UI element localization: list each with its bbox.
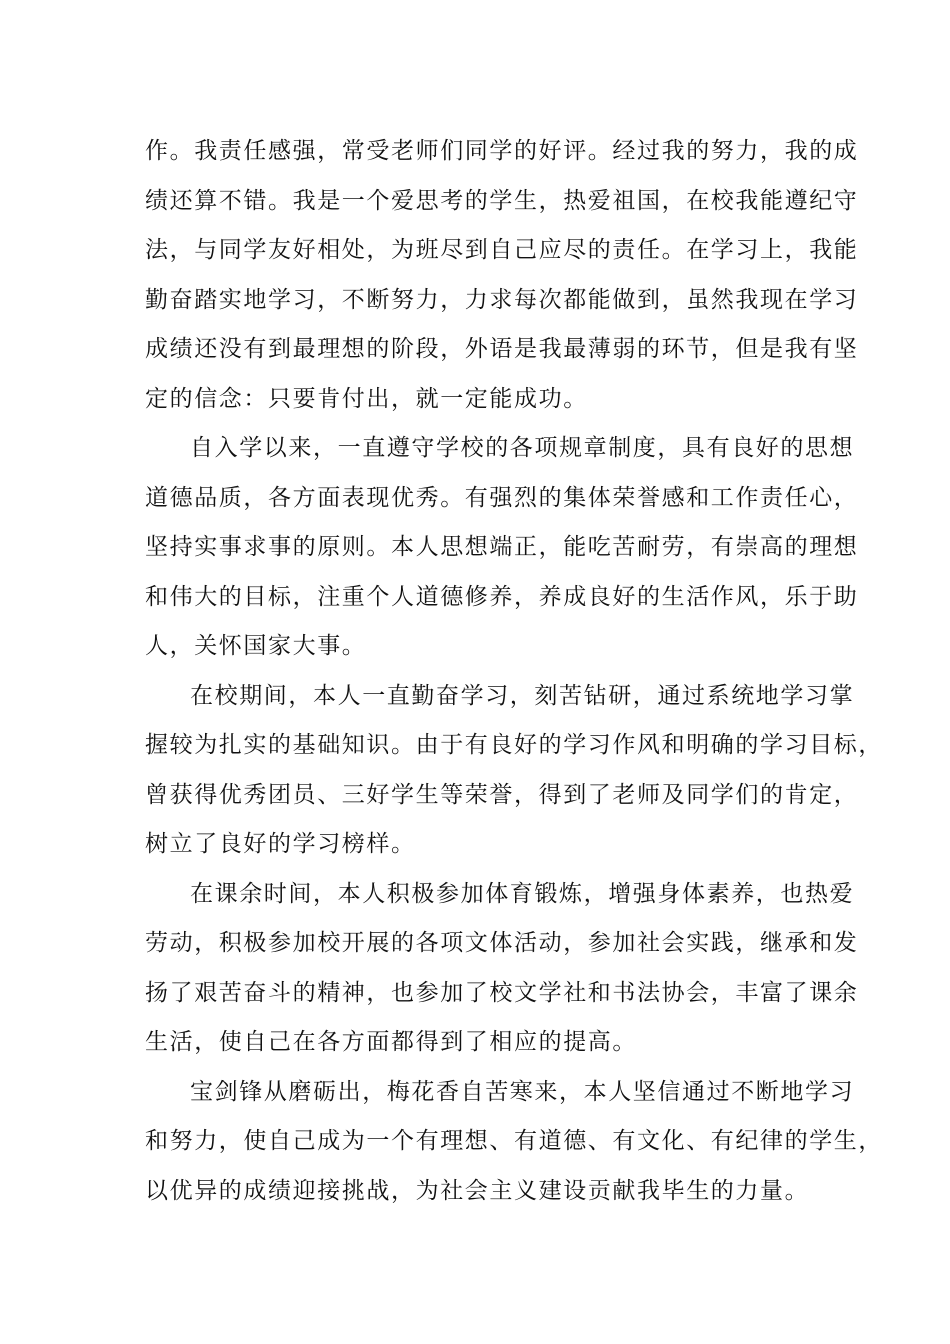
- text-line: 曾获得优秀团员、三好学生等荣誉，得到了老师及同学们的肯定，: [145, 781, 859, 808]
- text-line: 树立了良好的学习榜样。: [145, 831, 416, 857]
- text-line: 绩还算不错。我是一个爱思考的学生，热爱祖国，在校我能遵纪守: [145, 187, 859, 214]
- paragraph-first-line: 在课余时间，本人积极参加体育锻炼，增强身体素养，也热爱: [190, 880, 855, 907]
- paragraph-first-line: 宝剑锋从磨砺出，梅花香自苦寒来，本人坚信通过不断地学习: [190, 1078, 855, 1105]
- text-line: 劳动，积极参加校开展的各项文体活动，参加社会实践，继承和发: [145, 930, 859, 956]
- text-line: 以优异的成绩迎接挑战，为社会主义建设贡献我毕生的力量。: [145, 1177, 810, 1204]
- text-line: 成绩还没有到最理想的阶段，外语是我最薄弱的环节，但是我有坚: [145, 336, 859, 362]
- text-line: 扬了艰苦奋斗的精神，也参加了校文学社和书法协会，丰富了课余: [145, 979, 859, 1006]
- text-line: 生活，使自己在各方面都得到了相应的提高。: [145, 1029, 637, 1055]
- text-line: 道德品质，各方面表现优秀。有强烈的集体荣誉感和工作责任心，: [145, 484, 859, 511]
- paragraph-first-line: 在校期间，本人一直勤奋学习，刻苦钻研，通过系统地学习掌: [190, 682, 855, 709]
- text-line: 作。我责任感强，常受老师们同学的好评。经过我的努力，我的成: [145, 138, 859, 164]
- text-line: 定的信念：只要肯付出，就一定能成功。: [145, 385, 588, 412]
- text-line: 坚持实事求事的原则。本人思想端正，能吃苦耐劳，有崇高的理想: [145, 534, 859, 560]
- text-line: 法，与同学友好相处，为班尽到自己应尽的责任。在学习上，我能: [145, 237, 859, 263]
- text-line: 人，关怀国家大事。: [145, 633, 367, 659]
- text-line: 勤奋踏实地学习，不断努力，力求每次都能做到，虽然我现在学习: [145, 286, 859, 313]
- text-line: 和伟大的目标，注重个人道德修养，养成良好的生活作风，乐于助: [145, 583, 859, 610]
- text-line: 和努力，使自己成为一个有理想、有道德、有文化、有纪律的学生，: [145, 1128, 883, 1154]
- paragraph-first-line: 自入学以来，一直遵守学校的各项规章制度，具有良好的思想: [190, 435, 855, 461]
- text-line: 握较为扎实的基础知识。由于有良好的学习作风和明确的学习目标，: [145, 732, 883, 758]
